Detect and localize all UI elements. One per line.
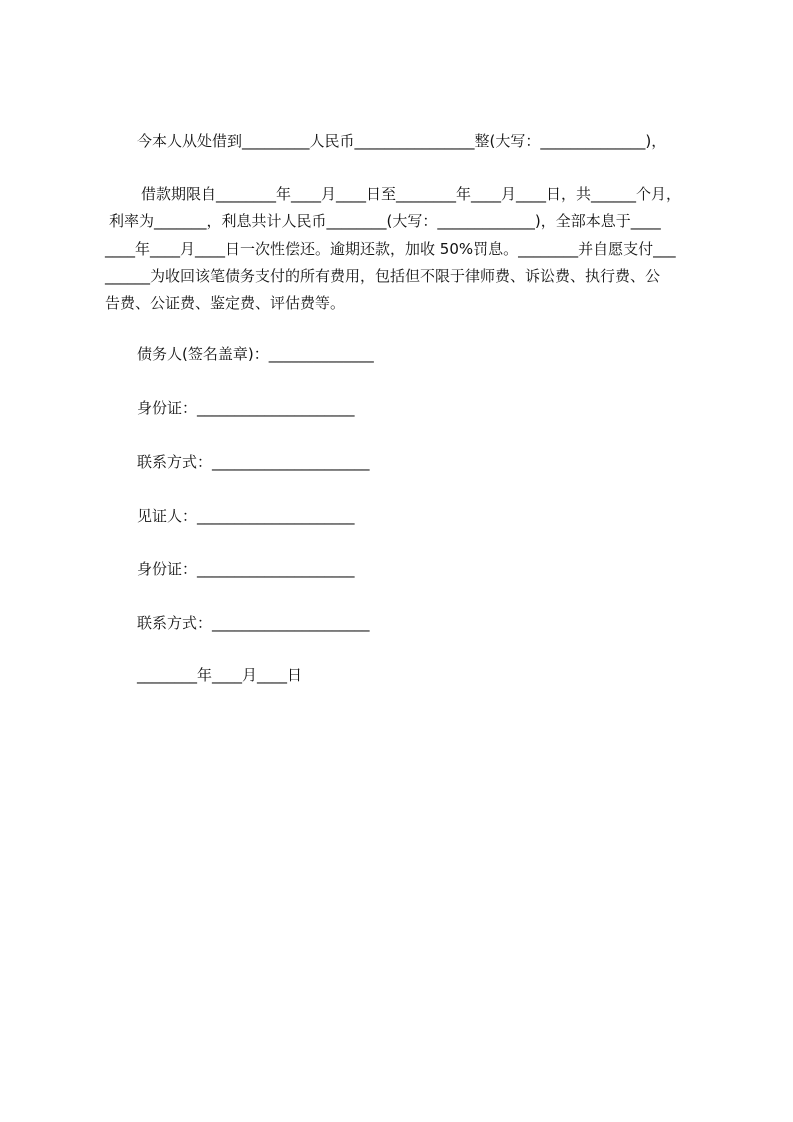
debtor-id-field: 身份证：_____________________ xyxy=(137,399,355,417)
debtor-signature-field: 债务人(签名盖章)：______________ xyxy=(137,345,374,363)
fees-list-line: 告费、公证费、鉴定费、评估费等。 xyxy=(105,294,346,312)
loan-amount-line: 今本人从处借到_________人民币________________整(大写：______________)， xyxy=(137,132,667,150)
witness-field: 见证人：_____________________ xyxy=(137,507,355,525)
date-field: ________年____月____日 xyxy=(137,666,303,684)
witness-contact-field: 联系方式：_____________________ xyxy=(137,614,370,632)
loan-term-line: 借款期限自________年____月____日至________年____月____日，共______个月， xyxy=(141,185,682,203)
repayment-line: ____年____月____日一次性偿还。逾期还款，加收 50%罚息。________并自愿支付___ xyxy=(105,240,676,258)
debtor-contact-field: 联系方式：_____________________ xyxy=(137,453,370,471)
fees-line: ______为收回该笔债务支付的所有费用，包括但不限于律师费、诉讼费、执行费、公 xyxy=(105,267,661,285)
interest-line: 利率为_______，利息共计人民币________(大写：_____________)，全部本息于____ xyxy=(109,212,661,230)
witness-id-field: 身份证：_____________________ xyxy=(137,560,355,578)
